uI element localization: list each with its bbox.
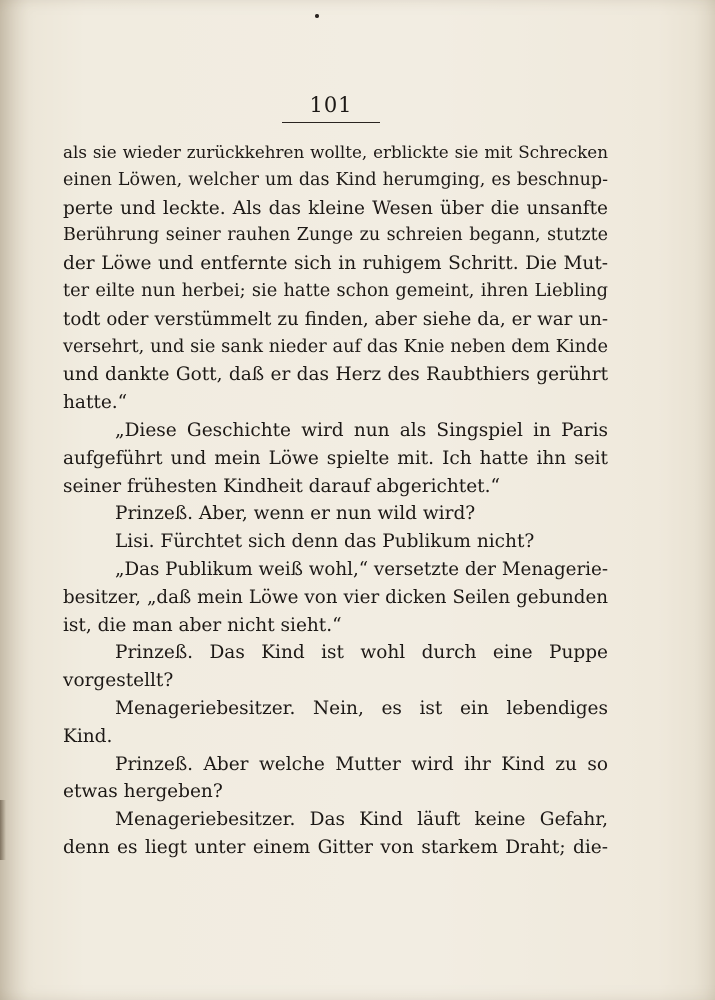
text-line: denn es liegt unter einem Gitter von starkem Draht; die-	[63, 836, 608, 858]
text-line: Prinzeß. Aber, wenn er nun wild wird?	[115, 503, 476, 525]
text-line: ter eilte nun herbei; sie hatte schon gemeint, ihren Liebling	[63, 280, 608, 301]
text-line: der Löwe und entfernte sich in ruhigem Schritt. Die Mut-	[63, 253, 608, 275]
text-line: Lisi. Fürchtet sich denn das Publikum nicht?	[115, 531, 535, 553]
text-line: „Diese Geschichte wird nun als Singspiel in Paris	[115, 419, 608, 441]
text-line: als sie wieder zurückkehren wollte, erblickte sie mit Schrecken	[63, 142, 608, 162]
text-line: perte und leckte. Als das kleine Wesen über die unsanfte	[63, 197, 608, 219]
body-text	[63, 139, 608, 862]
text-line: Menageriebesitzer. Nein, es ist ein lebendiges	[115, 697, 608, 719]
text-line: Berührung seiner rauhen Zunge zu schreien begann, stutzte	[63, 225, 608, 246]
text-line: „Das Publikum weiß wohl,“ versetzte der Menagerie-	[115, 558, 608, 580]
text-line: vorgestellt?	[63, 670, 174, 692]
text-line: und dankte Gott, daß er das Herz des Raubthiers gerührt	[63, 364, 608, 386]
text-line: seiner frühesten Kindheit darauf abgerichtet.“	[63, 475, 500, 497]
text-line: hatte.“	[63, 392, 128, 414]
text-line: Prinzeß. Aber welche Mutter wird ihr Kind zu so	[115, 753, 608, 775]
text-line: einen Löwen, welcher um das Kind herumging, es beschnup-	[63, 169, 608, 190]
ink-dot	[315, 14, 319, 18]
page-number-rule	[282, 122, 380, 123]
text-line: versehrt, und sie sank nieder auf das Knie neben dem Kinde	[63, 336, 608, 357]
text-line: Prinzeß. Das Kind ist wohl durch eine Puppe	[115, 642, 608, 664]
page-edge-shadow	[0, 800, 6, 860]
text-line: etwas hergeben?	[63, 781, 223, 803]
page-number: 101	[309, 93, 353, 117]
text-line: Kind.	[63, 725, 113, 747]
text-line: todt oder verstümmelt zu finden, aber siehe da, er war un-	[63, 308, 608, 330]
text-line: ist, die man aber nicht sieht.“	[63, 614, 342, 636]
text-line: besitzer, „daß mein Löwe von vier dicken Seilen gebunden	[63, 586, 608, 608]
text-line: aufgeführt und mein Löwe spielte mit. Ich hatte ihn seit	[63, 447, 608, 469]
text-line: Menageriebesitzer. Das Kind läuft keine Gefahr,	[115, 809, 608, 831]
